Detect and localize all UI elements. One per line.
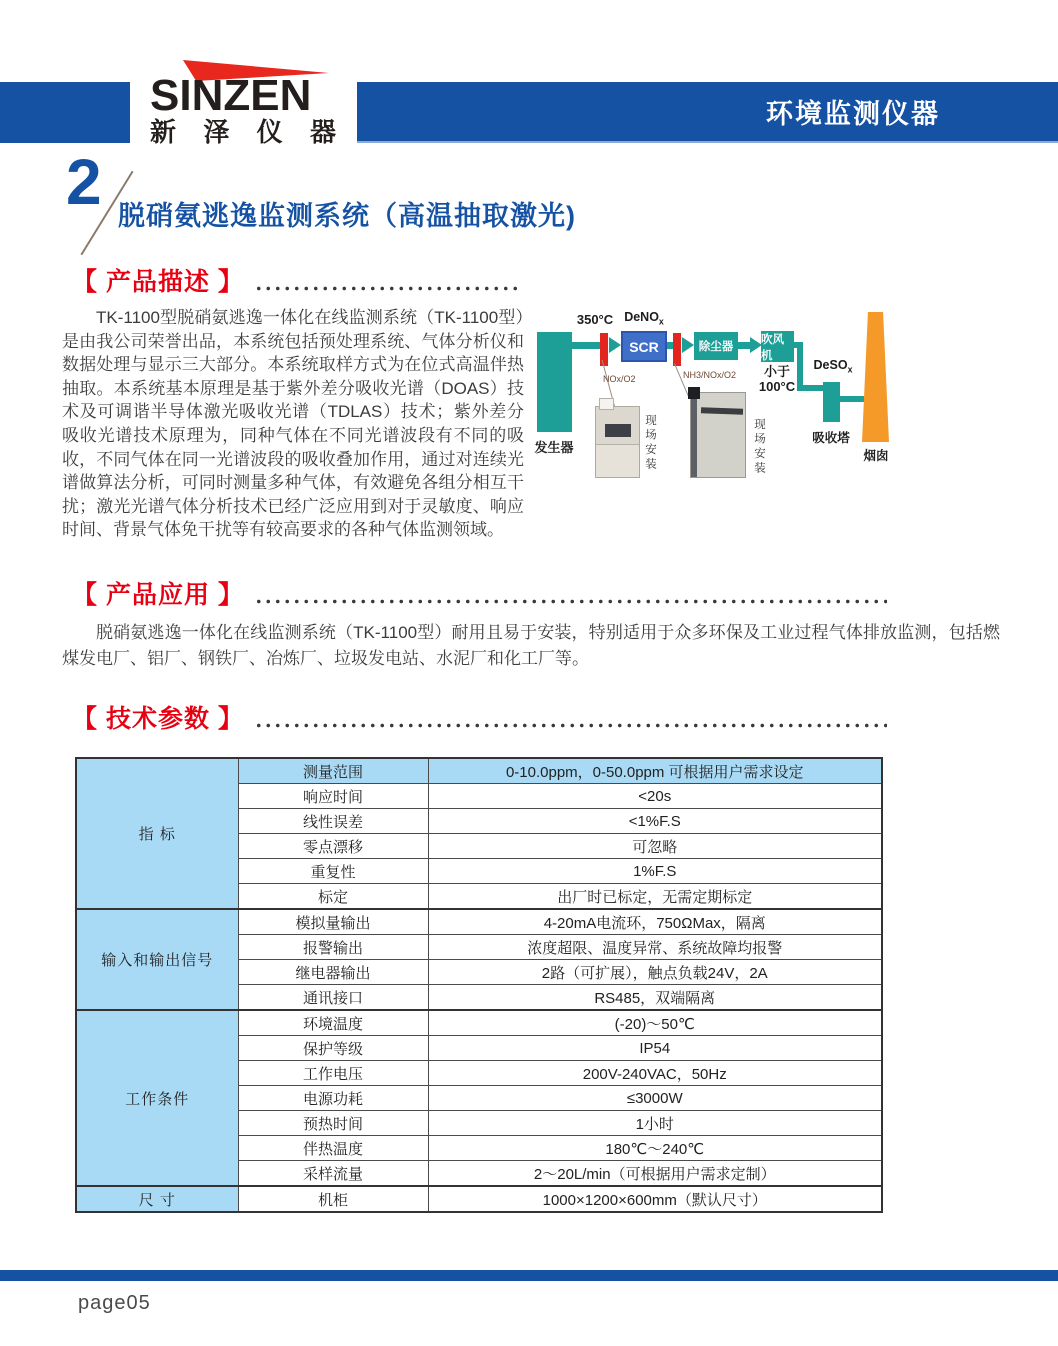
header-left-blue-block (0, 82, 130, 143)
table-value-cell: 1小时 (428, 1111, 882, 1136)
sampling-point-bar-2 (673, 333, 681, 366)
footer-bar (0, 1270, 1058, 1281)
header-banner-bar (357, 82, 1058, 143)
section-number: 2 (66, 146, 102, 218)
inlet-temp-label: 350°C (576, 312, 614, 327)
outlet-temp-label: 小于 100°C (758, 364, 796, 394)
table-param-cell: 采样流量 (238, 1161, 428, 1187)
cabinet-edge (691, 393, 697, 477)
application-heading-row (72, 575, 887, 611)
generator-block (537, 332, 572, 432)
generator-label: 发生器 (534, 440, 574, 455)
parameters-heading-row (72, 699, 887, 735)
table-param-cell: 伴热温度 (238, 1136, 428, 1161)
logo-brand-cn: 新 泽 仪 器 (150, 117, 336, 147)
onsite-install-label-2: 现场安装 (753, 418, 765, 476)
table-value-cell: 2～20L/min（可根据用户需求定制） (428, 1161, 882, 1187)
table-param-cell: 预热时间 (238, 1111, 428, 1136)
table-value-cell: 200V-240VAC，50Hz (428, 1061, 882, 1086)
table-value-cell: 浓度超限、温度异常、系统故障均报警 (428, 935, 882, 960)
table-value-cell: 1000×1200×600mm（默认尺寸） (428, 1186, 882, 1212)
dotted-leader (254, 599, 887, 604)
table-value-cell: 1%F.S (428, 859, 882, 884)
footer-page-number: page05 (78, 1292, 151, 1314)
table-param-cell: 标定 (238, 884, 428, 910)
table-value-cell: 0-10.0ppm，0-50.0ppm 可根据用户需求设定 (428, 758, 882, 784)
table-param-cell: 继电器输出 (238, 960, 428, 985)
parameters-table-body (76, 758, 882, 1212)
chimney-label: 烟囱 (863, 449, 889, 463)
table-group-cell: 输入和输出信号 (76, 909, 238, 1010)
dotted-leader (254, 723, 887, 728)
table-value-cell: 180℃～240℃ (428, 1136, 882, 1161)
table-param-cell: 线性误差 (238, 809, 428, 834)
cabinet-top-sensor (688, 387, 700, 399)
dotted-leader (254, 286, 520, 291)
absorber-label: 吸收塔 (812, 431, 850, 445)
cabinet-sensor (599, 398, 614, 410)
application-heading: 【 产品应用 】 (72, 581, 244, 609)
parameters-table (75, 757, 883, 1213)
flow-line (738, 342, 750, 349)
dust-remover-box: 除尘器 (694, 332, 738, 360)
table-value-cell: 可忽略 (428, 834, 882, 859)
description-heading: 【 产品描述 】 (72, 268, 244, 296)
table-param-cell: 重复性 (238, 859, 428, 884)
table-value-cell: 2路（可扩展），触点负载24V，2A (428, 960, 882, 985)
table-value-cell: (-20)～50℃ (428, 1010, 882, 1036)
chimney-shape (862, 312, 889, 442)
table-param-cell: 零点漂移 (238, 834, 428, 859)
table-group-cell: 指 标 (76, 758, 238, 909)
table-param-cell: 机柜 (238, 1186, 428, 1212)
table-param-cell: 通讯接口 (238, 985, 428, 1011)
callout-line (674, 363, 689, 397)
table-param-cell: 电源功耗 (238, 1086, 428, 1111)
flow-arrow-icon (609, 337, 621, 353)
denox-label: DeNO$_x$ (624, 310, 664, 327)
absorber-block (823, 382, 840, 422)
table-param-cell: 工作电压 (238, 1061, 428, 1086)
scr-box: SCR (621, 331, 667, 362)
table-param-cell: 测量范围 (238, 758, 428, 784)
logo-brand-en: SINZEN (150, 71, 312, 120)
parameters-heading: 【 技术参数 】 (72, 705, 244, 733)
table-value-cell: ≤3000W (428, 1086, 882, 1111)
sample-gas-label-1: NOx/O2 (603, 374, 636, 384)
table-value-cell: 4-20mA电流环，750ΩMax，隔离 (428, 909, 882, 935)
process-flow-diagram (535, 300, 1058, 490)
table-param-cell: 报警输出 (238, 935, 428, 960)
flow-arrow-icon (682, 337, 694, 353)
connector-line (840, 396, 864, 402)
application-paragraph: 脱硝氨逃逸一体化在线监测系统（TK-1100型）耐用且易于安装，特别适用于众多环保及工业过程气体排放监测，包括燃煤发电厂、铝厂、钢铁厂、冶炼厂、垃圾发电站、水泥厂和化工厂等。 (62, 623, 1000, 668)
banner-title: 环境监测仪器 (766, 99, 940, 129)
table-row (76, 1010, 882, 1036)
table-row (76, 909, 882, 935)
sample-gas-label-2: NH3/NOx/O2 (683, 370, 737, 380)
blower-box: 吹风机 (761, 331, 794, 362)
cabinet-slot (701, 407, 743, 414)
table-param-cell: 保护等级 (238, 1036, 428, 1061)
table-value-cell: RS485，双端隔离 (428, 985, 882, 1011)
cabinet-display (605, 424, 631, 437)
table-group-cell: 工作条件 (76, 1010, 238, 1186)
analyzer-cabinet-photo-1 (595, 406, 640, 478)
section-title: 脱硝氨逃逸监测系统（高温抽取激光) (118, 201, 576, 231)
description-heading-row (72, 262, 520, 298)
table-param-cell: 环境温度 (238, 1010, 428, 1036)
table-group-cell: 尺 寸 (76, 1186, 238, 1212)
table-value-cell: 出厂时已标定，无需定期标定 (428, 884, 882, 910)
elbow-line (797, 385, 824, 391)
elbow-line (797, 342, 803, 391)
onsite-install-label-1: 现场安装 (644, 414, 656, 472)
table-param-cell: 模拟量输出 (238, 909, 428, 935)
analyzer-cabinet-photo-2 (690, 392, 746, 478)
description-paragraph: TK-1100型脱硝氨逃逸一体化在线监测系统（TK-1100型）是由我公司荣誉出品，本系统包括预处理系统、气体分析仪和数据处理与显示三大部分。本系统取样方式为在位式高温伴热抽取。本系统基本原理是基于紫外差分吸收光谱（DOAS）技术及可调谐半导体激光吸收光谱（TDLAS）技术；紫外差分吸收光谱技术原理为，同种气体在不同光谱波段有不同的吸收，不同气体在同一光谱波段的吸收叠加作用，通过对连续光谱做算法分析，可同时测量多种气体，有效避免各组分相互干扰；激光光谱气体分析技术已经广泛应用到对于灵敏度、响应时间、背景气体免干扰等有较高要求的各种气体监测领域。 (62, 308, 524, 540)
table-value-cell: <1%F.S (428, 809, 882, 834)
flow-line (572, 342, 601, 349)
table-value-cell: IP54 (428, 1036, 882, 1061)
desox-label: DeSO$_x$ (813, 358, 853, 375)
table-param-cell: 响应时间 (238, 784, 428, 809)
table-row (76, 758, 882, 784)
table-row (76, 1186, 882, 1212)
table-value-cell: <20s (428, 784, 882, 809)
cabinet-lower-panel (596, 444, 639, 477)
